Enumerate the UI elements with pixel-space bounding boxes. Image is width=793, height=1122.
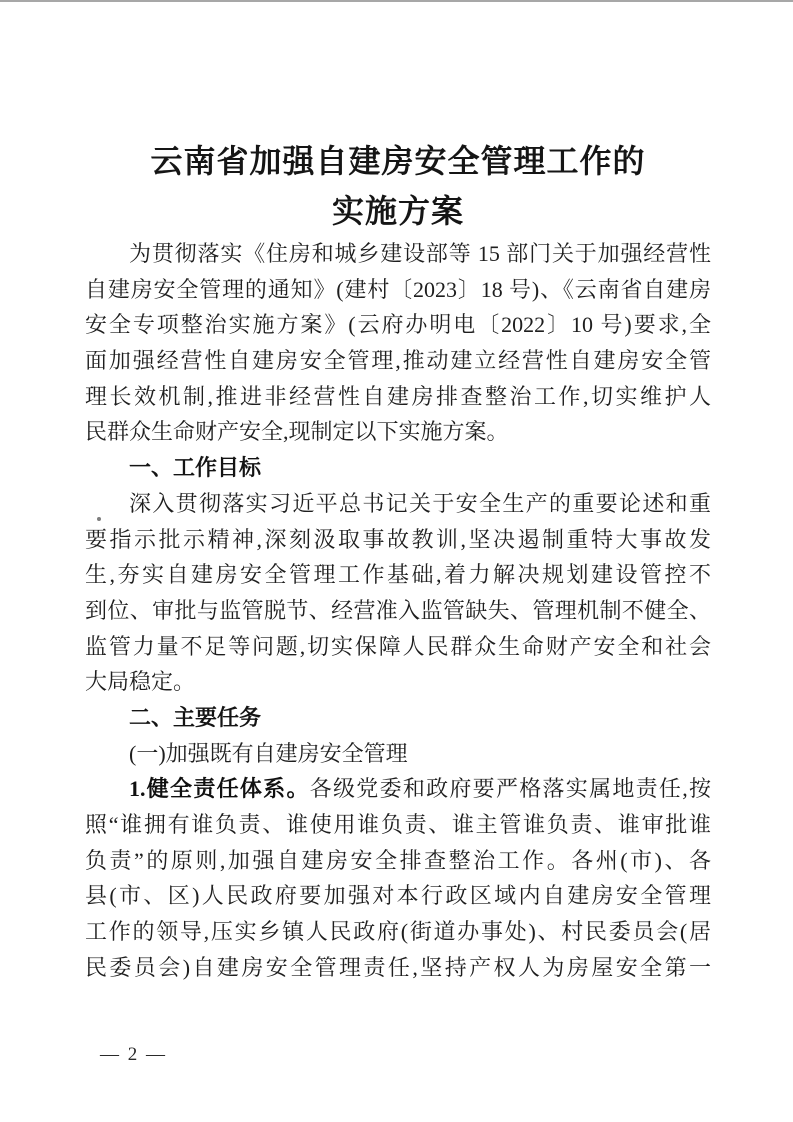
- document-body: [85, 236, 711, 985]
- bold-lead-text: 1.健全责任体系。: [129, 776, 310, 802]
- page-number: — 2 —: [100, 1044, 167, 1065]
- document-line: 理长效机制,推进非经营性自建房排查整治工作,切实维护人: [85, 383, 711, 409]
- document-title-line1: 云南省加强自建房安全管理工作的: [150, 143, 646, 179]
- document-line: 生,夯实自建房安全管理工作基础,着力解决规划建设管控不: [85, 562, 711, 588]
- document-line: 负责”的原则,加强自建房安全排查整治工作。各州(市)、各: [85, 847, 711, 873]
- ink-dot-artifact: [97, 517, 101, 521]
- document-line: 民群众生命财产安全,现制定以下实施方案。: [85, 419, 509, 445]
- document-line: 深入贯彻落实习近平总书记关于安全生产的重要论述和重: [129, 490, 711, 516]
- document-line: 面加强经营性自建房安全管理,推动建立经营性自建房安全管: [85, 348, 711, 374]
- document-line: 安全专项整治实施方案》(云府办明电〔2022〕10 号)要求,全: [85, 312, 711, 338]
- section-heading: 一、工作目标: [129, 455, 262, 481]
- document-title-line2: 实施方案: [331, 193, 464, 229]
- document-line: 为贯彻落实《住房和城乡建设部等 15 部门关于加强经营性: [129, 241, 711, 266]
- document-line: 民委员会)自建房安全管理责任,坚持产权人为房屋安全第一: [85, 954, 711, 980]
- document-line: 工作的领导,压实乡镇人民政府(街道办事处)、村民委员会(居: [85, 919, 711, 945]
- document-line: 县(市、区)人民政府要加强对本行政区域内自建房安全管理: [85, 883, 711, 909]
- sub-heading: (一)加强既有自建房安全管理: [129, 740, 408, 766]
- document-title: [85, 136, 711, 236]
- scan-edge-line: [0, 0, 793, 2]
- document-line: 到位、审批与监管脱节、经营准入监管缺失、管理机制不健全、: [85, 597, 711, 623]
- document-line: 照“谁拥有谁负责、谁使用谁负责、谁主管谁负责、谁审批谁: [85, 812, 711, 837]
- document-line: 监管力量不足等问题,切实保障人民群众生命财产安全和社会: [85, 633, 711, 659]
- section-heading: 二、主要任务: [129, 704, 262, 730]
- document-line: 大局稳定。: [85, 669, 196, 695]
- document-line: 自建房安全管理的通知》(建村〔2023〕18 号)、《云南省自建房: [85, 276, 711, 302]
- document-line: 要指示批示精神,深刻汲取事故教训,坚决遏制重特大事故发: [85, 526, 711, 552]
- document-line: 1.健全责任体系。各级党委和政府要严格落实属地责任,按: [129, 776, 711, 802]
